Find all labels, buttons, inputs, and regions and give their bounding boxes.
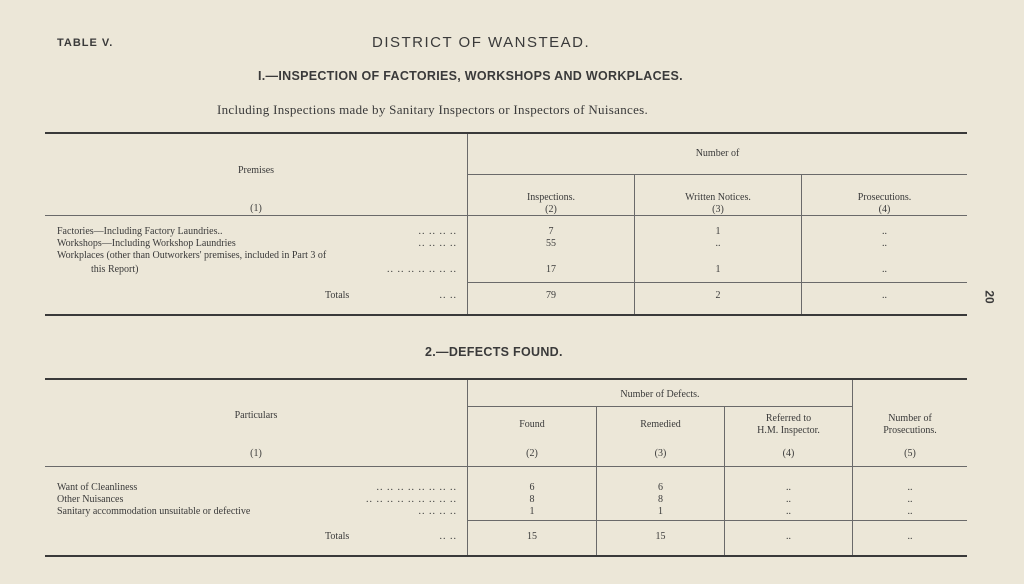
table2-bottom-rule xyxy=(45,555,967,557)
cell-remedied: 8 xyxy=(658,494,663,505)
row-label: Factories—Including Factory Laundries.. xyxy=(57,226,223,237)
header-number-of-prosecutions xyxy=(853,413,967,437)
header-premises-num: (1) xyxy=(250,203,262,214)
header-prosecutions-label: Prosecutions. xyxy=(857,192,912,203)
cell-referred: .. xyxy=(786,494,791,505)
table1-top-rule xyxy=(45,132,967,134)
totals-prosecutions: .. xyxy=(882,290,887,301)
totals-label: Totals xyxy=(325,531,350,542)
cell-notices: .. xyxy=(715,238,721,249)
page-number: 20 xyxy=(982,290,997,304)
cell-prosecutions: .. xyxy=(882,226,887,237)
section1-subtitle: Including Inspections made by Sanitary Inspectors or Inspectors of Nuisances. xyxy=(217,102,649,117)
row-dots: .. .. xyxy=(439,531,457,542)
header-remedied-num: (3) xyxy=(654,448,667,459)
header-found: Found xyxy=(519,419,545,430)
row-label: Sanitary accommodation unsuitable or defective xyxy=(57,506,251,517)
table-row xyxy=(57,494,467,506)
cell-found: 1 xyxy=(529,506,535,517)
header-number-of: Number of xyxy=(695,148,740,159)
table-row xyxy=(57,482,467,494)
header-written-notices-num: (3) xyxy=(712,204,724,215)
header-referred xyxy=(725,413,852,437)
header-referred-num: (4) xyxy=(782,448,795,459)
cell-remedied: 1 xyxy=(658,506,663,517)
table2-rule xyxy=(468,520,967,521)
header-particulars: Particulars xyxy=(234,410,278,421)
totals-found: 15 xyxy=(527,531,537,542)
table2-divider xyxy=(852,380,853,555)
table-label: TABLE V. xyxy=(57,37,114,49)
cell-notices: 1 xyxy=(715,264,721,275)
cell-prosecutions: .. xyxy=(907,482,913,493)
district-title: DISTRICT OF WANSTEAD. xyxy=(372,34,591,51)
cell-prosecutions: .. xyxy=(882,264,887,275)
table2-divider xyxy=(467,380,468,555)
cell-referred: .. xyxy=(786,482,791,493)
cell-referred: .. xyxy=(786,506,791,517)
table1-rule xyxy=(468,174,967,175)
row-dots: .. .. xyxy=(439,290,457,301)
table-row xyxy=(57,506,467,518)
section2-title: 2.—DEFECTS FOUND. xyxy=(425,345,563,359)
totals-notices: 2 xyxy=(715,290,721,301)
cell-inspections: 17 xyxy=(546,264,556,275)
row-dots: .. .. .. .. xyxy=(418,506,457,517)
row-label: Other Nuisances xyxy=(57,494,124,505)
header-prosecutions-line1: Number of xyxy=(888,413,932,424)
row-label: Workshops—Including Workshop Laundries xyxy=(57,238,236,249)
header-prosecutions-num: (4) xyxy=(878,204,891,215)
header-referred-line2: H.M. Inspector. xyxy=(757,425,820,436)
header-premises: Premises xyxy=(237,165,275,176)
cell-notices: 1 xyxy=(715,226,721,237)
totals-remedied: 15 xyxy=(655,531,666,542)
header-remedied: Remedied xyxy=(640,419,681,430)
cell-prosecutions: .. xyxy=(882,238,887,249)
cell-prosecutions: .. xyxy=(907,506,913,517)
header-number-of-defects: Number of Defects. xyxy=(620,389,700,400)
table1-divider xyxy=(467,134,468,314)
header-prosecutions-num: (5) xyxy=(904,448,916,459)
cell-prosecutions: .. xyxy=(907,494,913,505)
row-label-continued: this Report) xyxy=(91,264,139,275)
table1-rule xyxy=(468,282,967,283)
cell-inspections: 7 xyxy=(548,226,554,237)
row-label: Workplaces (other than Outworkers' premises, included in Part 3 of xyxy=(57,250,327,261)
table2-rule xyxy=(45,466,967,467)
table2-top-rule xyxy=(45,378,967,380)
cell-found: 6 xyxy=(529,482,535,493)
table-row xyxy=(57,250,467,276)
row-label: Want of Cleanliness xyxy=(57,482,138,493)
table-row xyxy=(57,238,467,250)
row-dots: .. .. .. .. .. .. .. xyxy=(387,264,457,275)
row-dots: .. .. .. .. xyxy=(418,226,457,237)
cell-found: 8 xyxy=(529,494,535,505)
row-dots: .. .. .. .. .. .. .. .. .. xyxy=(366,494,457,505)
table2-rule xyxy=(468,406,852,407)
totals-prosecutions: .. xyxy=(907,531,913,542)
row-dots: .. .. .. .. xyxy=(418,238,457,249)
totals-referred: .. xyxy=(786,531,791,542)
cell-remedied: 6 xyxy=(658,482,663,493)
table1-bottom-rule xyxy=(45,314,967,316)
section1-title: I.—INSPECTION OF FACTORIES, WORKSHOPS AND WORKPLACES. xyxy=(258,69,683,83)
header-found-num: (2) xyxy=(526,448,538,459)
header-inspections-label: Inspections. xyxy=(526,192,576,203)
header-prosecutions xyxy=(802,192,967,216)
totals-inspections: 79 xyxy=(546,290,556,301)
header-written-notices-label: Written Notices. xyxy=(685,192,751,203)
header-particulars-num: (1) xyxy=(250,448,262,459)
header-prosecutions-line2: Prosecutions. xyxy=(883,425,937,436)
cell-inspections: 55 xyxy=(546,238,556,249)
row-dots: .. .. .. .. .. .. .. .. xyxy=(376,482,457,493)
totals-label: Totals xyxy=(325,290,350,301)
header-inspections-num: (2) xyxy=(545,204,557,215)
table-row xyxy=(57,226,467,238)
header-written-notices xyxy=(635,192,801,216)
header-referred-line1: Referred to xyxy=(765,413,812,424)
header-inspections xyxy=(468,192,634,216)
